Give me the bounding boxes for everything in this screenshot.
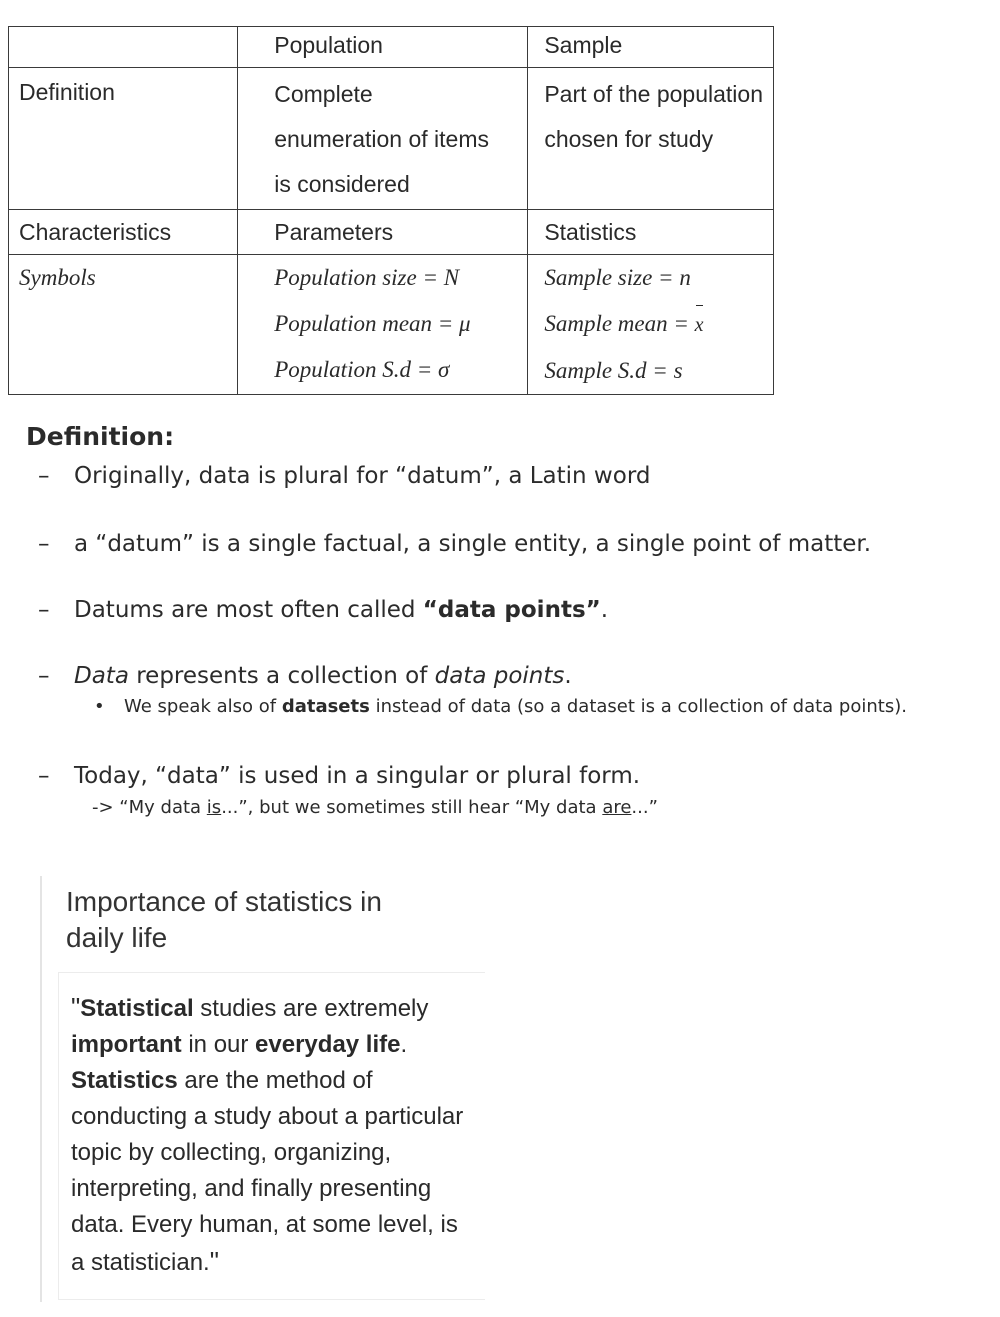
importance-card [40,876,490,1302]
sample-size-symbol: n [679,265,691,290]
definition-item: – Originally, data is plural for “datum”, a Latin word [26,460,976,492]
header-cell-empty [9,27,238,68]
definition-item: – a “datum” is a single factual, a single entity, a single point of matter. [26,528,976,560]
usage-note: -> “My data is...”, but we sometimes still hear “My data are...” [92,797,658,818]
definition-item: – Data represents a collection of data points. [26,660,976,692]
importance-quote: "Statistical studies are extremely important in our everyday life. Statistics are the method of conducting a study about a particular topic by collecting, organizing, interpreting, and finally presenting data. Every human, at some level, is a statistician." [71,992,464,1276]
definition-section [26,420,976,822]
row-label-characteristics: Characteristics [9,210,238,255]
sample-sd-symbol: s [673,358,683,383]
row-label-definition: Definition [9,68,238,210]
sub-list-item: • We speak also of datasets instead of data (so a dataset is a collection of data points). [26,694,976,720]
sample-size-line: Sample size = n [544,265,691,290]
table-header-row [9,27,774,68]
population-definition-line: is considered [274,171,410,197]
table-row-definition [9,68,774,210]
population-sd-line: Population S.d = σ [274,357,450,382]
population-sample-table [8,26,774,395]
open-quote-mark: " [71,992,81,1022]
sample-definition-line: chosen for study [544,126,714,152]
sample-symbols-cell [528,255,774,395]
dash-bullet: – [38,597,50,623]
sigma-symbol: σ [437,357,450,382]
datasets-term: datasets [281,696,370,717]
dash-bullet: – [38,663,50,689]
data-points-term: “data points” [422,597,601,623]
population-size-symbol: N [443,265,460,290]
header-cell-population: Population [238,27,528,68]
population-definition-cell [238,68,528,210]
dash-bullet: – [38,763,50,789]
x-bar-symbol: x [695,302,704,348]
row-label-symbols: Symbols [9,255,238,395]
mu-symbol: μ [459,311,471,336]
population-size-line: Population size = N [274,265,460,290]
dash-bullet: – [38,531,50,557]
close-quote-mark: " [209,1246,219,1276]
sample-sd-line: Sample S.d = s [544,358,683,383]
quote-box [58,972,485,1300]
definition-item: – Datums are most often called “data points”. [26,594,976,626]
sample-characteristics-cell: Statistics [528,210,774,255]
sample-definition-cell [528,68,774,210]
table-row-symbols [9,255,774,395]
bullet-icon: • [94,696,105,717]
population-mean-line: Population mean = μ [274,311,471,336]
sample-mean-line: Sample mean = x [544,301,763,348]
dash-bullet: – [38,463,50,489]
population-definition-line: Complete [274,81,373,107]
population-definition-line: enumeration of items [274,126,490,152]
definition-item: – Today, “data” is used in a singular or plural form. [26,760,976,792]
table-row-characteristics [9,210,774,255]
population-symbols-cell [238,255,528,395]
population-characteristics-cell: Parameters [238,210,528,255]
header-cell-sample: Sample [528,27,774,68]
sample-definition-line: Part of the population [544,81,763,107]
definition-heading: Definition: [26,422,175,451]
importance-title: Importance of statistics in daily life [66,886,382,953]
